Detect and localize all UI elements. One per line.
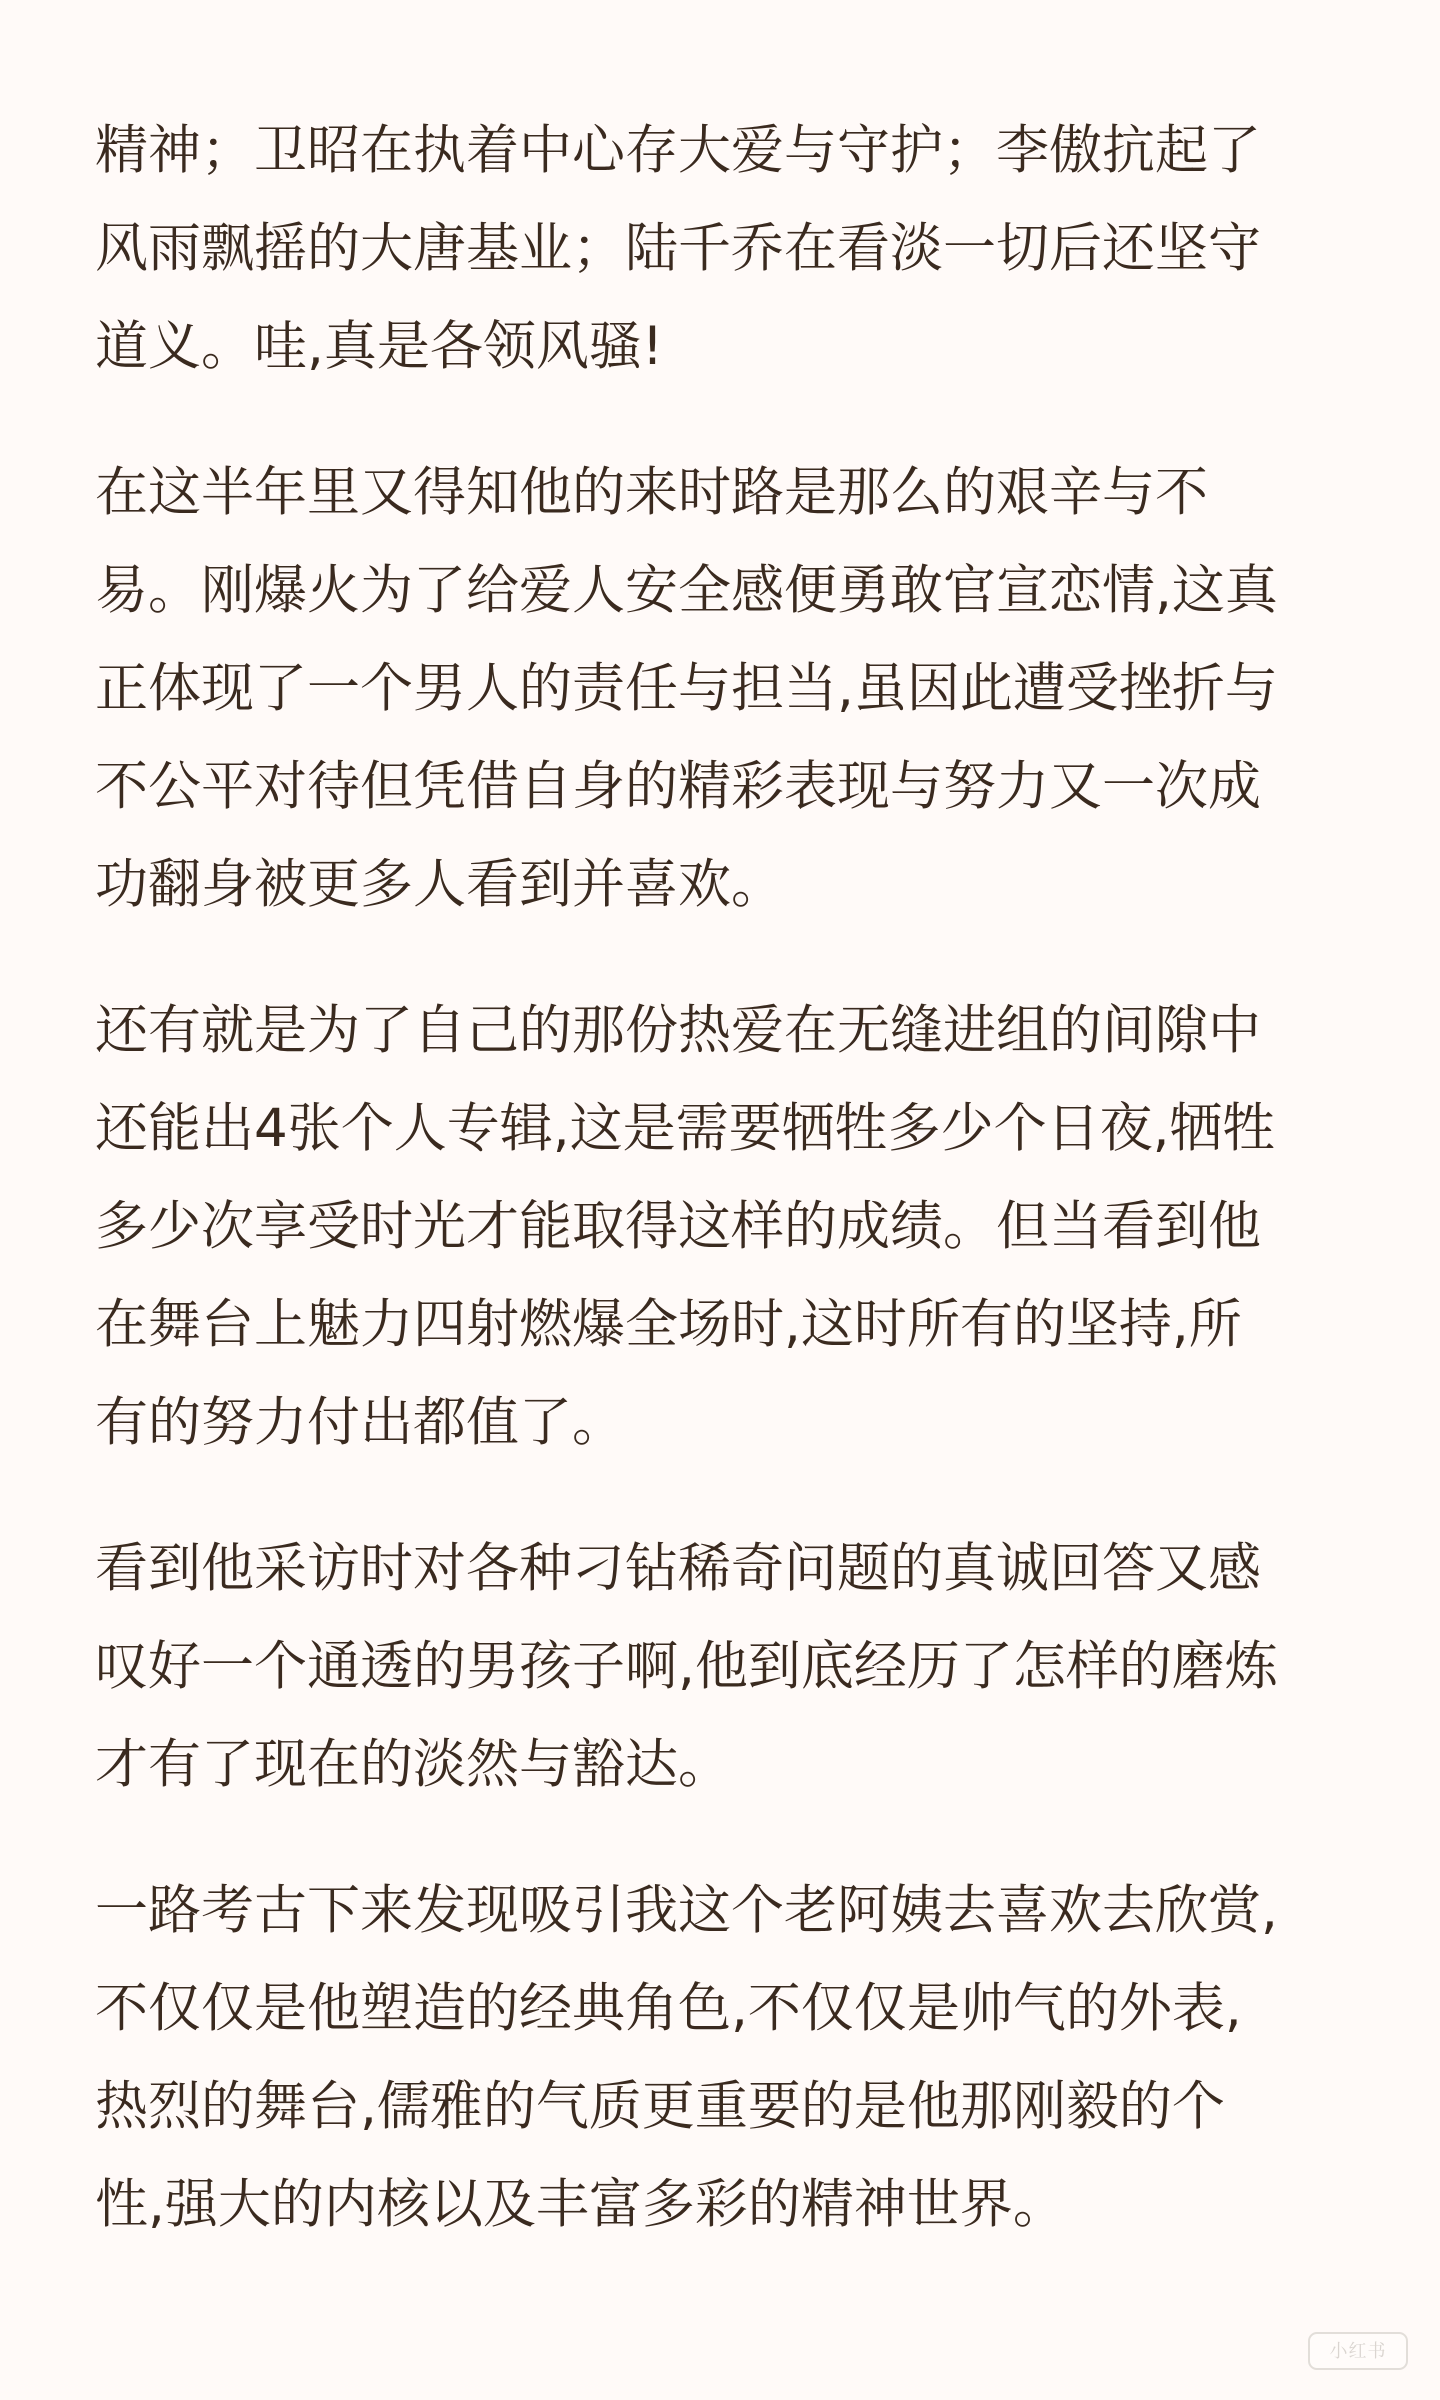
text-line: 才有了现在的淡然与豁达。 bbox=[95, 1734, 731, 1795]
text-line: 在舞台上魅力四射燃爆全场时,这时所有的坚持,所 bbox=[95, 1294, 1242, 1355]
text-line: 在这半年里又得知他的来时路是那么的艰辛与不 bbox=[95, 462, 1208, 523]
text-line: 一路考古下来发现吸引我这个老阿姨去喜欢去欣赏, bbox=[95, 1880, 1278, 1941]
text-line: 还有就是为了自己的那份热爱在无缝进组的间隙中 bbox=[95, 1000, 1261, 1061]
paragraph bbox=[95, 1520, 1357, 1814]
text-line: 易。刚爆火为了给爱人安全感便勇敢官宣恋情,这真 bbox=[95, 560, 1278, 621]
text-line: 看到他采访时对各种刁钻稀奇问题的真诚回答又感 bbox=[95, 1538, 1261, 1599]
paragraph bbox=[95, 444, 1357, 934]
text-line: 不仅仅是他塑造的经典角色,不仅仅是帅气的外表, bbox=[95, 1978, 1242, 2039]
text-line: 有的努力付出都值了。 bbox=[95, 1392, 625, 1453]
text-line: 正体现了一个男人的责任与担当,虽因此遭受挫折与 bbox=[95, 658, 1278, 719]
xiaohongshu-watermark: 小红书 bbox=[1308, 2332, 1408, 2370]
text-line: 性,强大的内核以及丰富多彩的精神世界。 bbox=[95, 2174, 1066, 2235]
text-line: 精神；卫昭在执着中心存大爱与守护；李傲抗起了 bbox=[95, 120, 1261, 181]
text-line: 热烈的舞台,儒雅的气质更重要的是他那刚毅的个 bbox=[95, 2076, 1225, 2137]
paragraph bbox=[95, 1862, 1357, 2254]
article-body bbox=[95, 102, 1357, 2302]
text-line: 叹好一个通透的男孩子啊,他到底经历了怎样的磨炼 bbox=[95, 1636, 1278, 1697]
text-line: 风雨飘摇的大唐基业；陆千乔在看淡一切后还坚守 bbox=[95, 218, 1261, 279]
text-line: 功翻身被更多人看到并喜欢。 bbox=[95, 854, 784, 915]
paragraph bbox=[95, 102, 1357, 396]
text-line: 道义。哇,真是各领风骚! bbox=[95, 316, 664, 377]
text-line: 还能出4张个人专辑,这是需要牺牲多少个日夜,牺牲 bbox=[95, 1098, 1276, 1159]
paragraph bbox=[95, 982, 1357, 1472]
text-line: 多少次享受时光才能取得这样的成绩。但当看到他 bbox=[95, 1196, 1261, 1257]
text-line: 不公平对待但凭借自身的精彩表现与努力又一次成 bbox=[95, 756, 1261, 817]
